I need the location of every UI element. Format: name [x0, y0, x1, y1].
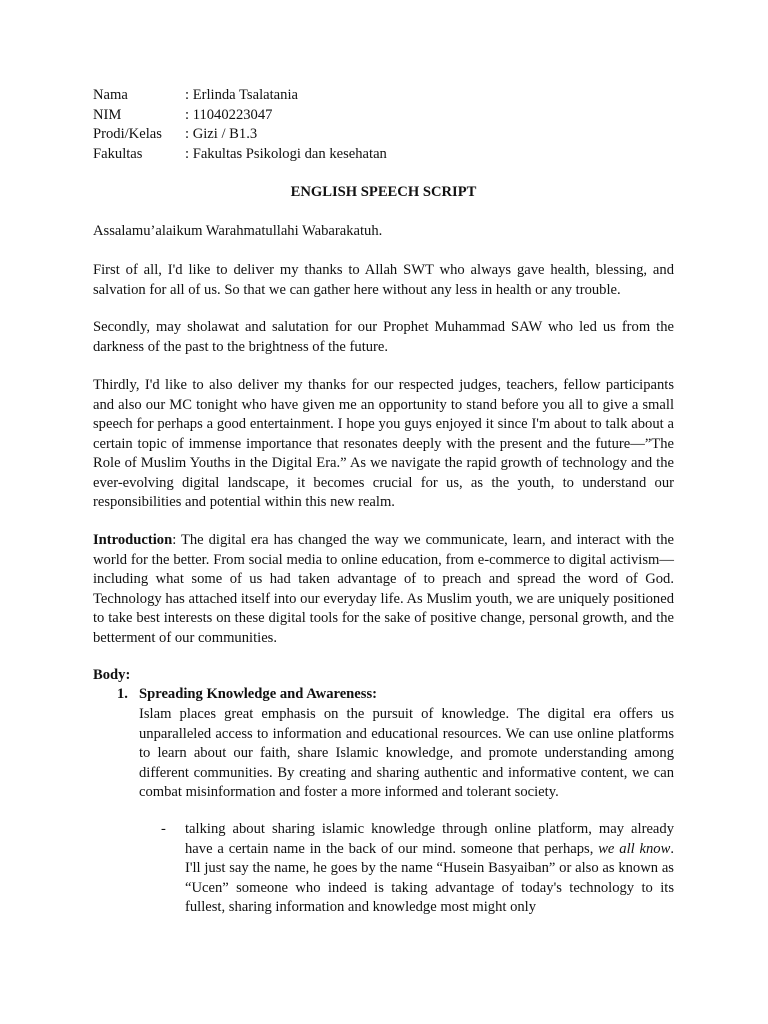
info-value: : Gizi / B1.3: [185, 126, 258, 142]
info-row-nim: [93, 106, 387, 126]
info-label: Nama: [93, 87, 128, 103]
info-value: : 11040223047: [185, 106, 273, 123]
body-heading: Body:: [93, 667, 131, 683]
sub-text-part: . I'll just say the name, he goes by the name “Husein Basyaiban” or also as known as “Ucen” someone who indeed is taking advantage of today's technology to its fullest, sharing information and knowledge most might only: [185, 840, 674, 915]
info-label: NIM: [93, 106, 122, 123]
sub-text-italic: we all know: [598, 840, 671, 857]
info-value: : Erlinda Tsalatania: [185, 87, 298, 103]
sub-bullet-dash: -: [161, 821, 166, 837]
list-number: 1.: [117, 686, 128, 702]
paragraph-sholawat: Secondly, may sholawat and salutation for our Prophet Muhammad SAW who led us from the darkness of the past to the brightness of the future.: [93, 319, 674, 355]
document-title: ENGLISH SPEECH SCRIPT: [290, 184, 477, 200]
paragraph-thanks-allah: First of all, I'd like to deliver my thanks to Allah SWT who always gave health, blessing, and salvation for all of us. So that we can gather here without any less in health or any trouble.: [93, 262, 674, 298]
info-row-fakultas: [93, 145, 387, 165]
paragraph-introduction: [93, 531, 674, 648]
student-info: [93, 86, 387, 164]
paragraph-thanks-judges: Thirdly, I'd like to also deliver my thanks for our respected judges, teachers, fellow participants and also our MC tonight who have given me an opportunity to stand before you all to give a small speech for perhaps a good entertainment. I hope you guys enjoyed it since I'm about to talk about a certain topic of immense importance that resonates deeply with the present and the future—”The Role of Muslim Youths in the Digital Era.” As we navigate the rapid growth of technology and the ever-evolving digital landscape, it becomes crucial for us, as the youth, to understand our responsibilities and potential within this new realm.: [93, 377, 674, 510]
info-label: Fakultas: [93, 145, 143, 162]
info-row-nama: [93, 86, 387, 106]
greeting: Assalamu’alaikum Warahmatullahi Wabarakatuh.: [93, 223, 383, 239]
info-row-prodi: [93, 125, 387, 145]
info-label: Prodi/Kelas: [93, 126, 162, 142]
introduction-heading: Introduction: [93, 532, 173, 548]
sub-text-part: talking about sharing islamic knowledge through online platform, may already have a certain name in the back of our mind. someone that perhaps,: [185, 821, 674, 857]
sub-bullet-text: [185, 820, 674, 918]
introduction-text: : The digital era has changed the way we communicate, learn, and interact with the world for the better. From social media to online education, from e-commerce to digital activism—including what some of us had taken advantage of to preach and spread the word of God. Technology has attached itself into our everyday life. As Muslim youth, we are uniquely positioned to take best interests on these digital tools for the sake of positive change, personal growth, and the betterment of our communities.: [93, 532, 674, 646]
list-item-title: Spreading Knowledge and Awareness:: [139, 686, 377, 702]
info-value: : Fakultas Psikologi dan kesehatan: [185, 145, 387, 162]
list-item-text: Islam places great emphasis on the pursuit of knowledge. The digital era offers us unparalleled access to information and educational resources. We can use online platforms to learn about our faith, share Islamic knowledge, and promote understanding among different communities. By creating and sharing authentic and informative content, we can combat misinformation and foster a more informed and tolerant society.: [139, 706, 674, 800]
